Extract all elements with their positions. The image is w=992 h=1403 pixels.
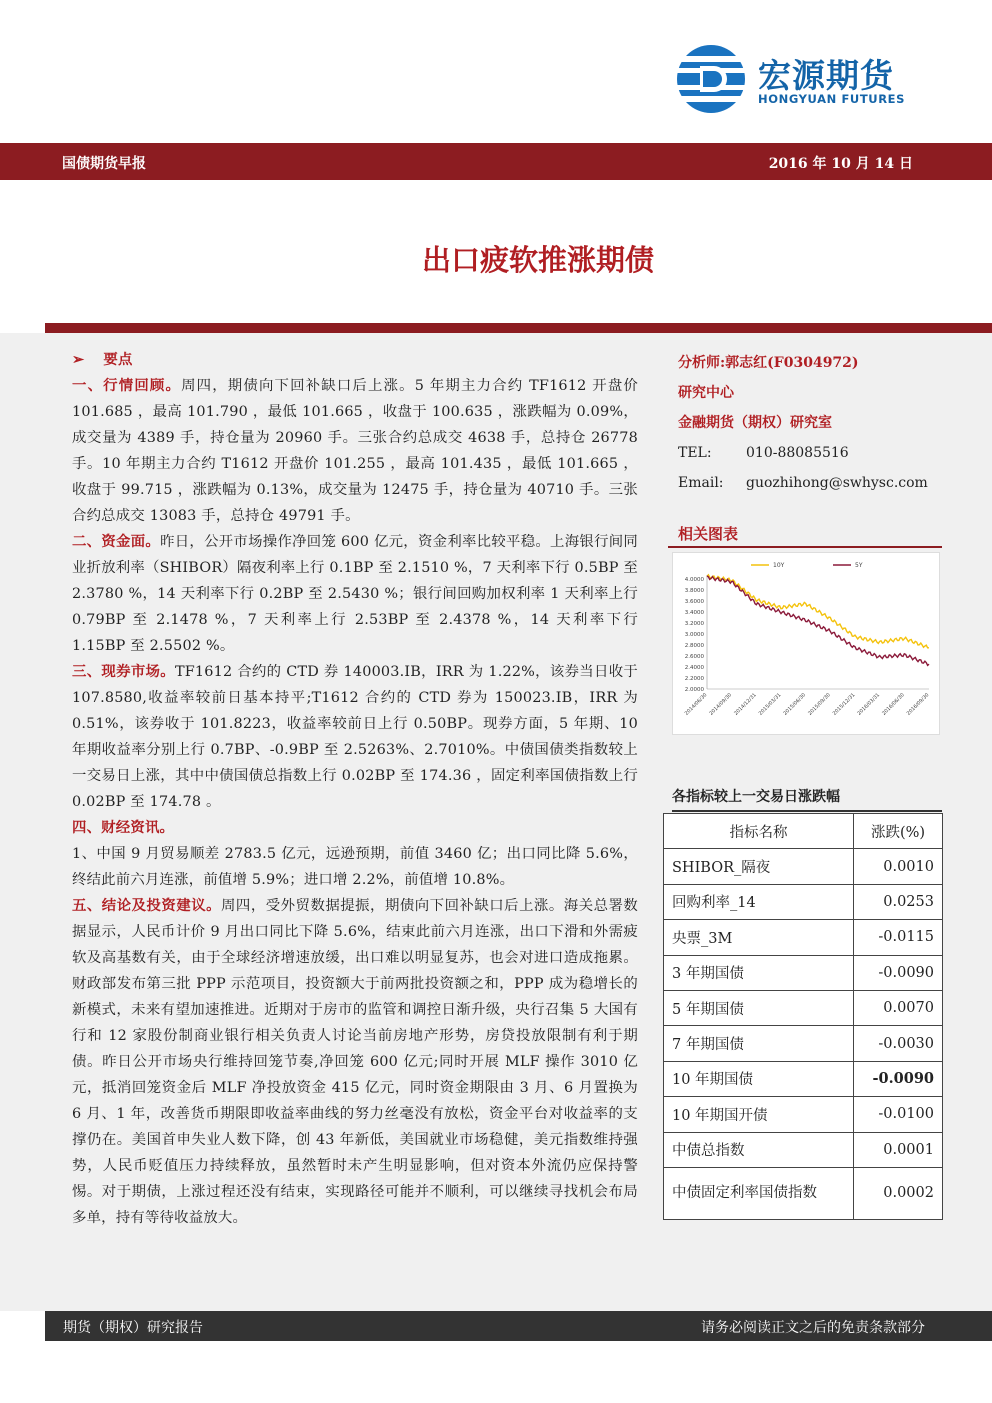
table-row	[664, 849, 943, 884]
indicator-change: -0.0115	[854, 920, 943, 955]
y-tick-label: 3.6000	[684, 599, 704, 605]
hongyuan-logo-icon	[676, 44, 746, 114]
y-tick-label: 4.0000	[684, 577, 704, 583]
section-body: 周四，受外贸数据提振，期债向下回补缺口后上涨。海关总署数据显示，人民币计价 9 月出口同比下降 5.6%，结束此前六月连涨，出口下滑和外需疲软及高基数有关，由于全球经济增速放缓，出口难以明显复苏，也会对进口造成拖累。财政部发布第三批 PPP 示范项目，投资额大于前两批投资额之和，PPP 成为稳增长的新模式，未来有望加速推进。近期对于房市的监管和调控日渐升级，央行召集 5 大国有行和 12 家股份制商业银行相关负责人讨论当前房地产形势，房贷投放限制有利于期债。昨日公开市场央行维持回笼节奏,净回笼 600 亿元;同时开展 MLF 操作 3010 亿元，抵消回笼资金后 MLF 净投放资金 415 亿元，同时资金期限由 3 月、6 月置换为 6 月、1 年，改善货币期限即收益率曲线的努力丝毫没有放松，资金平台对收益率的支撑仍在。美国首申失业人数下降，创 43 年新低，美国就业市场稳健，美元指数维持强势，人民币贬值压力持续释放，虽然暂时未产生明显影响，但对资本外流仍应保持警惕。对于期债，上涨过程还没有结束，实现路径可能并不顺利，可以继续寻找机会布局多单，持有等待收益放大。	[72, 898, 638, 1226]
x-tick-label: 2016/03/31	[856, 692, 882, 717]
tel-row: TEL: 010-88085516	[678, 445, 849, 461]
indicator-change: 0.0253	[854, 884, 943, 919]
series-line-10Y	[707, 575, 929, 648]
research-center: 研究中心	[678, 385, 734, 401]
tel-value: 010-88085516	[746, 445, 849, 461]
chart-section-heading: 相关图表	[668, 522, 942, 548]
x-tick-label: 2015/09/30	[807, 692, 832, 717]
table-header-row	[664, 814, 943, 849]
indicator-change: 0.0070	[854, 990, 943, 1025]
x-tick-label: 2015/06/30	[782, 692, 808, 717]
table-row	[664, 884, 943, 919]
y-tick-label: 2.4000	[684, 665, 704, 671]
series-line-5Y	[707, 576, 929, 665]
report-title: 出口疲软推涨期债	[421, 243, 654, 277]
legend-label: 5Y	[855, 562, 863, 569]
logo-name-cn: 宏源期货	[758, 56, 894, 95]
footer-left: 期货（期权）研究报告	[63, 1320, 203, 1336]
x-tick-label: 2014/06/30	[683, 692, 709, 717]
section-body: 周四，期债向下回补缺口后上涨。5 年期主力合约 TF1612 开盘价 101.685 ，最高 101.790 ，最低 101.665 ，收盘于 100.635 ，涨跌幅为 0.09%，成交量为 4389 手，持仓量为 20960 手。三张合约总成交 4638 手，总持仓 26778 手。10 年期主力合约 T1612 开盘价 101.255 ，最高 101.435 ，最低 101.665 ，收盘于 99.715 ，涨跌幅为 0.13%，成交量为 12475 手，持仓量为 40710 手。三张合约总成交 13083 手，总持仓 49791 手。	[72, 378, 639, 524]
col-header-change: 涨跌(%)	[854, 814, 943, 849]
indicator-change: -0.0100	[854, 1097, 943, 1132]
section-news-body: 1、中国 9 月贸易顺差 2783.5 亿元，远逊预期，前值 3460 亿；出口同比降 5.6%，终结此前六月连涨，前值增 5.9%；进口增 2.2%，前值增 10.8%。	[72, 846, 638, 888]
y-tick-label: 2.6000	[684, 654, 704, 660]
indicator-table	[663, 813, 943, 1220]
section-market-review	[72, 373, 638, 529]
section-heading: 三、现券市场。	[72, 663, 175, 680]
table-row	[664, 1097, 943, 1132]
header-bar	[0, 143, 992, 180]
legend-label: 10Y	[773, 562, 785, 569]
logo-name-en: HONGYUAN FUTURES	[758, 92, 906, 106]
indicator-name: 7 年期国债	[664, 1026, 854, 1061]
y-tick-label: 3.4000	[684, 610, 704, 616]
main-content	[72, 347, 638, 1231]
section-funding	[72, 529, 638, 659]
indicator-name: 回购利率_14	[664, 884, 854, 919]
table-row	[664, 1132, 943, 1167]
indicator-name: 10 年期国开债	[664, 1097, 854, 1132]
key-points-heading: ➢ 要点	[72, 351, 133, 368]
analyst-name: 分析师:郭志红(F0304972)	[678, 355, 859, 371]
footer-disclaimer: 请务必阅读正文之后的免责条款部分	[701, 1320, 925, 1336]
x-tick-label: 2015/12/31	[831, 692, 857, 717]
bullet-icon: ➢	[72, 351, 85, 368]
table-row	[664, 1167, 943, 1219]
section-heading: 二、资金面。	[72, 533, 161, 550]
indicator-change: 0.0010	[854, 849, 943, 884]
y-tick-label: 3.2000	[684, 621, 704, 627]
footer-bar	[45, 1311, 992, 1341]
indicator-name: 中债固定利率国债指数	[664, 1167, 854, 1219]
y-tick-label: 2.8000	[684, 643, 704, 649]
indicator-name: 央票_3M	[664, 920, 854, 955]
title-divider	[45, 323, 992, 333]
col-header-name: 指标名称	[664, 814, 854, 849]
company-logo	[676, 44, 926, 114]
x-tick-label: 2014/12/31	[733, 692, 758, 717]
section-heading: 五、结论及投资建议。	[72, 897, 222, 914]
section-news-heading: 四、财经资讯。	[72, 819, 175, 836]
y-tick-label: 3.8000	[684, 588, 704, 594]
y-tick-label: 2.2000	[684, 676, 704, 682]
indicator-name: 5 年期国债	[664, 990, 854, 1025]
table-row	[664, 955, 943, 990]
indicator-change: -0.0030	[854, 1026, 943, 1061]
yield-chart-svg	[673, 553, 939, 734]
table-section-heading: 各指标较上一交易日涨跌幅	[672, 784, 942, 812]
x-tick-label: 2016/06/30	[881, 692, 906, 717]
x-tick-label: 2016/09/30	[905, 692, 931, 717]
table-row	[664, 990, 943, 1025]
report-date: 2016 年 10 月 14 日	[768, 156, 913, 172]
x-tick-label: 2015/03/31	[757, 692, 783, 717]
email-row: Email: guozhihong@swhysc.com	[678, 475, 928, 491]
research-dept: 金融期货（期权）研究室	[678, 415, 832, 431]
indicator-change: -0.0090	[854, 955, 943, 990]
section-conclusion	[72, 893, 638, 1231]
indicator-name: 中债总指数	[664, 1132, 854, 1167]
email-value[interactable]: guozhihong@swhysc.com	[746, 475, 928, 491]
y-tick-label: 3.0000	[684, 632, 704, 638]
section-heading: 一、行情回顾。	[72, 377, 182, 394]
indicator-name: 3 年期国债	[664, 955, 854, 990]
analyst-info	[678, 350, 942, 500]
indicator-name: 10 年期国债	[664, 1061, 854, 1096]
yield-chart	[672, 552, 940, 735]
table-row	[664, 1026, 943, 1061]
x-tick-label: 2014/09/30	[708, 692, 734, 717]
y-tick-label: 2.0000	[684, 687, 704, 693]
indicator-name: SHIBOR_隔夜	[664, 849, 854, 884]
indicator-change: 0.0002	[854, 1167, 943, 1219]
section-cash-bonds	[72, 659, 638, 815]
indicator-change: 0.0001	[854, 1132, 943, 1167]
indicator-change: -0.0090	[854, 1061, 943, 1096]
table-row	[664, 1061, 943, 1096]
report-type: 国债期货早报	[62, 156, 146, 172]
table-row	[664, 920, 943, 955]
section-body: 昨日，公开市场操作净回笼 600 亿元，资金利率比较平稳。上海银行间同业折放利率（SHIBOR）隔夜利率上行 0.1BP 至 2.1510 %，7 天利率下行 0.5BP 至 2.3780 %，14 天利率下行 0.2BP 至 2.5430 %；银行间回购加权利率 1 天利率上行 0.79BP 至 2.1478 %，7 天利率上行 2.53BP 至 2.4378 %，14 天利率下行 1.15BP 至 2.5502 %。	[72, 534, 639, 654]
section-body: TF1612 合约的 CTD 券 140003.IB，IRR 为 1.22%，该券当日收于 107.8580,收益率较前日基本持平;T1612 合约的 CTD 券为 150023.IB，IRR 为 0.51%，该券收于 101.8223，收益率较前日上行 0.50BP。现券方面，5 年期、10 年期收益率分别上行 0.7BP、-0.9BP 至 2.5263%、2.7010%。中债国债类指数较上一交易日上涨，其中中债国债总指数上行 0.02BP 至 174.36 ，固定利率国债指数上行 0.02BP 至 174.78 。	[72, 664, 638, 810]
